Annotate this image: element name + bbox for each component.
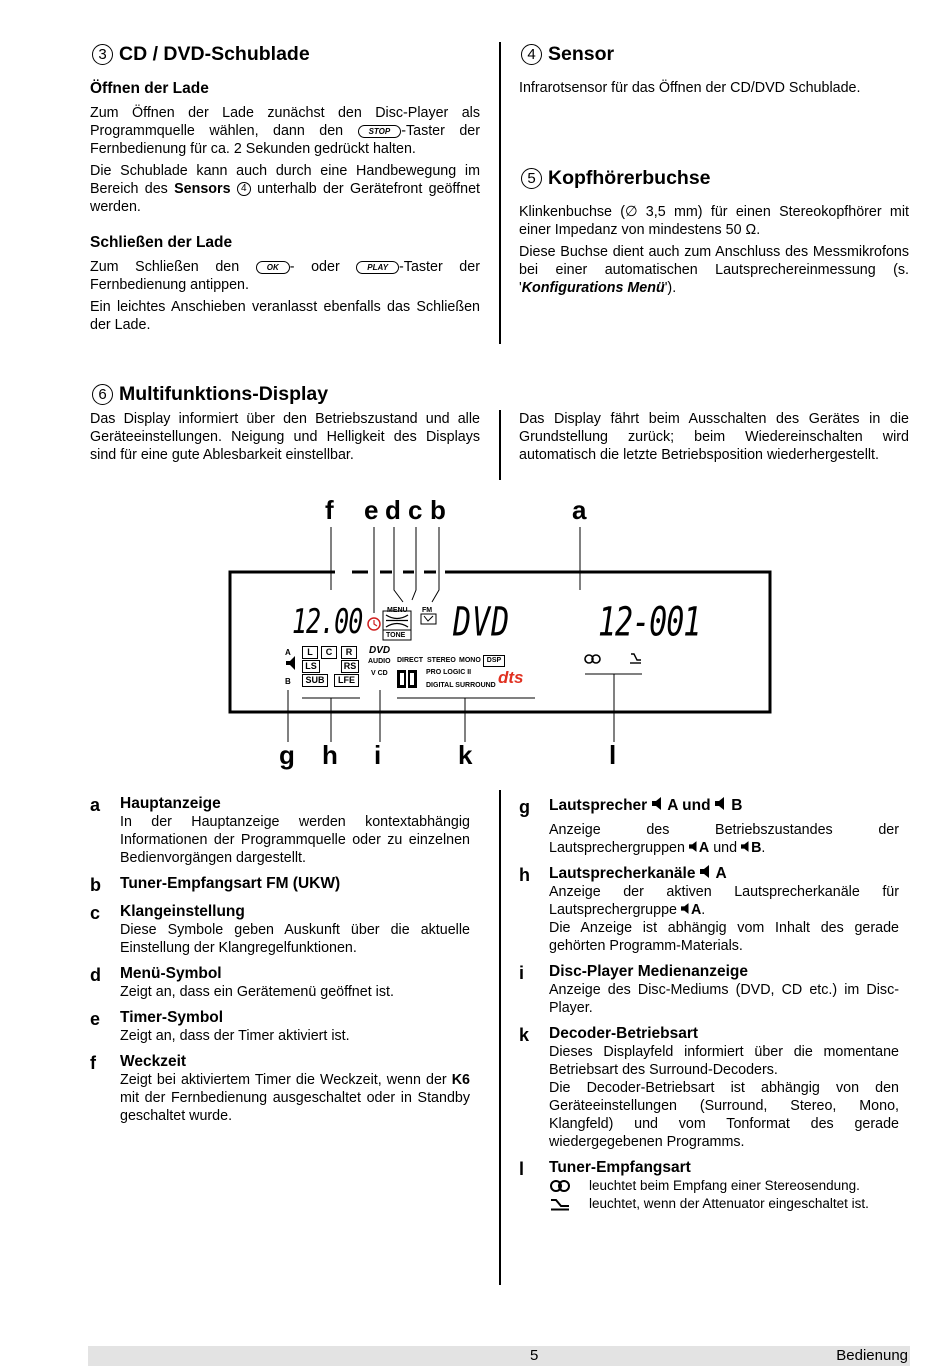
item-title: Klangeinstellung (120, 903, 245, 920)
text: A (690, 902, 702, 918)
label-k: k (458, 740, 473, 770)
speaker-icon (652, 797, 664, 810)
legend-item-l (519, 1159, 899, 1213)
legend-left (90, 795, 470, 1125)
text: -Taster der Fernbedienung antippen. (90, 259, 480, 293)
speaker-icon (689, 841, 699, 852)
label-e: e (364, 495, 379, 525)
display-speaker-a: A (285, 648, 291, 657)
display-ch-c: C (321, 646, 337, 659)
column-divider (499, 42, 501, 344)
text: B (731, 797, 743, 814)
text: Die Schublade kann auch durch eine Handbewegung im Bereich des (90, 163, 480, 197)
item-letter: k (519, 1025, 530, 1045)
text: Anzeige der aktiven Lautsprecherkanäle für Lautsprechergruppe (549, 884, 899, 918)
section-number: 5 (521, 168, 542, 189)
item-text (549, 821, 899, 857)
display-time: 12.00 (292, 602, 363, 642)
paragraph (519, 243, 909, 297)
item-letter: e (90, 1009, 101, 1029)
display-ch-sub: SUB (302, 674, 328, 687)
label-b: b (430, 495, 446, 525)
item-text: Die Anzeige ist abhängig vom Inhalt des gerade gehörten Programm-Materials. (549, 920, 899, 954)
text: leuchtet, wenn der Attenuator eingeschaltet ist. (589, 1196, 869, 1211)
display-mono: MONO (459, 657, 481, 664)
item-letter: g (519, 797, 530, 817)
text: . (761, 840, 766, 856)
legend-item-e (90, 1009, 470, 1045)
label-a: a (572, 495, 587, 525)
label-i: i (374, 740, 382, 770)
text: B (751, 840, 762, 856)
paragraph (90, 104, 480, 158)
speaker-icon (681, 903, 691, 914)
item-text: Diese Symbole geben Auskunft über die aktuelle Einstellung der Klangregelfunktionen. (120, 922, 470, 956)
item-text: Zeigt an, dass der Timer aktiviert ist. (120, 1028, 350, 1044)
item-letter: l (519, 1159, 525, 1179)
display-ch-r: R (341, 646, 357, 659)
display-source: DVD (453, 599, 511, 647)
item-letter: i (519, 963, 525, 983)
play-button-icon: PLAY (356, 261, 399, 274)
page-number: 5 (530, 1347, 539, 1364)
display-vcd: V CD (371, 670, 388, 677)
legend-item-f (90, 1053, 470, 1125)
text: Zeigt bei aktiviertem Timer die Weckzeit, wenn der (120, 1072, 447, 1088)
section-title: Kopfhörerbuchse (548, 167, 711, 189)
text: unterhalb der Gerätefront geöffnet werden. (90, 181, 480, 215)
item-title (549, 797, 899, 815)
label-d: d (385, 495, 401, 525)
section-5-body (519, 203, 909, 301)
legend-item-c (90, 903, 470, 957)
section-3-heading (92, 43, 310, 66)
legend-item-h (519, 865, 899, 955)
text: Zum Schließen den (90, 259, 240, 275)
display-digital-surround: DIGITAL SURROUND (426, 682, 496, 689)
section-title: Multifunktions-Display (119, 383, 329, 405)
text: Diese Buchse dient auch zum Anschluss des Messmikrofons bei einer automatischen Lautsprechereinmessung (s. ' (519, 244, 909, 296)
text: leuchtet beim Empfang einer Stereosendung. (589, 1178, 860, 1193)
item-letter: c (90, 903, 101, 923)
text: -Taster der Fernbedienung für ca. 2 Sekunden gedrückt halten. (90, 123, 480, 157)
legend-item-i (519, 963, 899, 1017)
item-letter: f (90, 1053, 96, 1073)
item-text: In der Hauptanzeige werden kontextabhängig Informationen der Programmquelle oder zu einzelnen Bedienvorgängen dargestellt. (120, 814, 470, 866)
section-3-body (90, 80, 480, 338)
item-title: Tuner-Empfangsart (549, 1159, 691, 1176)
text: Lautsprecherkanäle (549, 865, 696, 882)
text: und (713, 840, 738, 856)
section-number: 6 (92, 384, 113, 405)
subheading-open: Öffnen der Lade (90, 80, 209, 97)
item-text (120, 1071, 470, 1125)
circled-number: 4 (237, 182, 251, 196)
label-f: f (325, 495, 334, 525)
display-tone: TONE (386, 632, 406, 639)
ok-button-icon: OK (256, 261, 290, 274)
dts-logo: dts (498, 668, 524, 687)
item-letter: b (90, 875, 101, 895)
text: A (715, 865, 727, 882)
item-text: Anzeige des Disc-Mediums (DVD, CD etc.) im Disc-Player. (549, 982, 899, 1016)
item-title: Tuner-Empfangsart FM (UKW) (120, 875, 341, 892)
item-title: Disc-Player Medienanzeige (549, 963, 748, 980)
display-speaker-b: B (285, 677, 291, 686)
display-pro-logic: PRO LOGIC II (426, 669, 472, 676)
item-letter: a (90, 795, 101, 815)
paragraph: Das Display fährt beim Ausschalten des Gerätes in die Grundstellung zurück; beim Wiedereinschalten wird automatisch die letzte Betriebsposition wiederhergestellt. (519, 411, 909, 463)
paragraph: Das Display informiert über den Betriebszustand und alle Geräteeinstellungen. Neigung und Helligkeit des Displays sind für eine gute Ablesbarkeit einstellbar. (90, 411, 480, 463)
column-divider (499, 410, 501, 480)
stereo-icon (549, 1179, 571, 1193)
page-footer (88, 1346, 910, 1366)
item-title: Hauptanzeige (120, 795, 221, 812)
item-title: Timer-Symbol (120, 1009, 224, 1026)
paragraph: Klinkenbuchse (∅ 3,5 mm) für einen Stereokopfhörer mit einer Impedanz von mindestens 50 Ω. (519, 204, 909, 238)
legend-item-g (519, 797, 899, 857)
legend-item-b (90, 875, 470, 893)
section-6-left (90, 410, 480, 468)
paragraph (90, 162, 480, 216)
legend-item-a (90, 795, 470, 867)
speaker-icon (700, 865, 712, 878)
text: - oder (289, 259, 340, 275)
section-name: Bedienung (836, 1347, 908, 1364)
display-fm: FM (422, 607, 433, 614)
item-title: Menü-Symbol (120, 965, 222, 982)
display-diagram (0, 490, 950, 780)
legend-row-stereo (549, 1177, 899, 1195)
display-direct: DIRECT (397, 657, 424, 664)
section-5-heading (521, 167, 711, 190)
text: A und (667, 797, 711, 814)
legend-item-d (90, 965, 470, 1001)
paragraph (90, 258, 480, 294)
speaker-icon (715, 797, 727, 810)
speaker-icon (741, 841, 751, 852)
paragraph: Ein leichtes Anschieben veranlasst ebenfalls das Schließen der Lade. (90, 299, 480, 333)
item-text: Die Decoder-Betriebsart ist abhängig von den Geräteeinstellungen (Surround, Stereo, Mono, Klangfeld) und vom Tonformat des gerade wiedergegebenen Programms. (549, 1080, 899, 1150)
sensor-ref: Sensors (174, 181, 231, 197)
item-letter: d (90, 965, 101, 985)
label-g: g (279, 740, 295, 770)
section-6-heading (92, 383, 328, 406)
display-ch-rs: RS (341, 660, 359, 673)
item-text: Dieses Displayfeld informiert über die momentane Betriebsart des Surround-Decoders. (549, 1044, 899, 1078)
item-title: Weckzeit (120, 1053, 187, 1070)
text: Anzeige des Betriebszustandes der Lautsprechergruppen (549, 822, 899, 856)
display-ch-l: L (302, 646, 318, 659)
display-ch-lfe: LFE (334, 674, 359, 687)
section-number: 4 (521, 44, 542, 65)
item-text (549, 883, 899, 919)
attenuator-icon (549, 1197, 571, 1211)
paragraph: Infrarotsensor für das Öffnen der CD/DVD Schublade. (519, 80, 861, 96)
dvd-logo: DVD (369, 645, 391, 656)
display-track: 12-001 (598, 599, 701, 647)
section-6-right (519, 410, 909, 468)
section-4-body (519, 79, 909, 101)
stop-button-icon: STOP (358, 125, 402, 138)
display-ch-ls: LS (302, 660, 320, 673)
section-title: CD / DVD-Schublade (119, 43, 310, 65)
text: Zum Öffnen der Lade zunächst den Disc-Player als Programmquelle wählen, dann den (90, 105, 480, 139)
text: Lautsprecher (549, 797, 648, 814)
legend-right (519, 797, 899, 1213)
column-divider (499, 790, 501, 1285)
label-c: c (408, 495, 423, 525)
text: . (701, 902, 706, 918)
section-number: 3 (92, 44, 113, 65)
text: A (698, 840, 710, 856)
section-4-heading (521, 43, 614, 66)
legend-item-k (519, 1025, 899, 1151)
text: mit der Fernbedienung ausgeschaltet oder in Standby geschaltet wurde. (120, 1090, 470, 1124)
item-letter: h (519, 865, 530, 885)
item-text: Zeigt an, dass ein Gerätemenü geöffnet ist. (120, 984, 394, 1000)
key-ref: K6 (451, 1072, 470, 1088)
display-audio: AUDIO (368, 658, 391, 665)
text: '). (664, 280, 677, 296)
legend-row-attenuator (549, 1195, 899, 1213)
label-h: h (322, 740, 338, 770)
menu-ref: Konfigurations Menü (521, 280, 665, 296)
item-title (549, 865, 899, 883)
section-title: Sensor (548, 43, 615, 65)
display-stereo: STEREO (427, 657, 456, 664)
subheading-close: Schließen der Lade (90, 234, 233, 251)
item-title: Decoder-Betriebsart (549, 1025, 699, 1042)
display-menu: MENU (387, 607, 408, 614)
display-dsp: DSP (483, 655, 505, 667)
label-l: l (609, 740, 617, 770)
